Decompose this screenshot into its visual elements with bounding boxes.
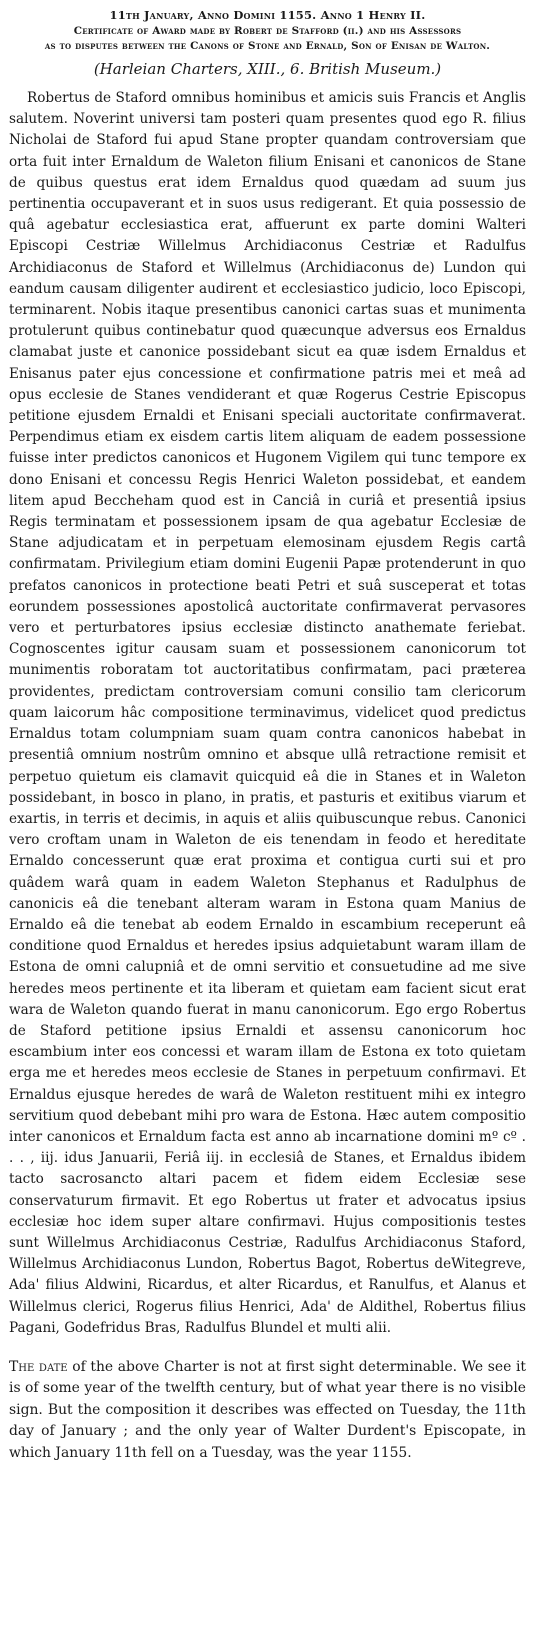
date-note-lead: The date bbox=[9, 1358, 68, 1375]
source-citation: (Harleian Charters, XIII., 6. British Museum.) bbox=[93, 60, 442, 78]
date-note-text: of the above Charter is not at first sight determinable. We see it is of some year of the twelfth century, but of what year there is no visible sign. But the composition it describes was effected on Tuesday, the 11th day of January ; and the only year of Walter Durdent's Episcopate, in which January 11th fell on a Tuesday, was the year 1155. bbox=[9, 1358, 526, 1461]
date-note bbox=[9, 1357, 526, 1465]
header-date-line: 11th January, Anno Domini 1155. Anno 1 Henry II. bbox=[109, 8, 426, 22]
header-title-line-1: Certificate of Award made by Robert de Stafford (ii.) and his Assessors bbox=[73, 25, 462, 37]
date-note-paragraph bbox=[9, 1357, 526, 1465]
header-title-line-2: as to disputes between the Canons of Stone and Ernald, Son of Enisan de Walton. bbox=[44, 40, 491, 52]
charter-paragraph: Robertus de Staford omnibus hominibus et amicis suis Francis et Anglis salutem. Noverint universi tam posteri quam presentes quod ego R. filius Nicholai de Staford fui apud Stane propter quandam controversiam que orta fuit inter Ernaldum de Waleton filium Enisani et canonicos de Stane de quibus questus erat idem Ernaldus quod quædam ad suum jus pertinentia occupaverant et in suos usus redigerant. Et quia possessio de quâ agebatur ecclesiastica erat, affuerunt ex parte domini Walteri Episcopi Cestriæ Willelmus Archidiaconus Cestriæ et Radulfus Archidiaconus de Staford et Willelmus (Archidiaconus de) Lundon qui eandum causam diligenter audirent et ecclesiastico judicio, loco Episcopi, terminarent. Nobis itaque presentibus canonici cartas suas et munimenta protulerunt quibus continebatur quod quæcunque adversus eos Ernaldus clamabat juste et canonice possidebant sicut ea quæ isdem Ernaldus et Enisanus pater ejus concessione et confirmatione patris mei et meâ ad opus ecclesie de Stanes vendiderant et quæ Rogerus Cestrie Episcopus petitione ejusdem Ernaldi et Enisani speciali auctoritate confirmaverat. Perpendimus etiam ex eisdem cartis litem aliquam de eadem possessione fuisse inter predictos canonicos et Hugonem Vigilem qui tunc tempore ex dono Enisani et concessu Regis Henrici Waleton possidebat, et eandem litem apud Beccheham quod est in Canciâ in curiâ et presentiâ ipsius Regis terminatam et possessionem ipsam de qua agebatur Ecclesiæ de Stane adjudicatam et in perpetuam elemosinam ejusdem Regis cartâ confirmatam. Privilegium etiam domini Eugenii Papæ protenderunt in quo prefatos canonicos in protectione beati Petri et suâ susceperat et totas eorundem possessiones apostolicâ auctoritate confirmaverat pervasores vero et perturbatores ipsius ecclesiæ distincto anathemate feriebat. Cognoscentes igitur causam suam et possessionem canonicorum tot munimentis roboratam tot auctoritatibus confirmatam, paci præterea providentes, predictam controversiam comuni consilio tam clericorum quam laicorum hâc compositione terminavimus, videlicet quod predictus Ernaldus totam columpniam suam quam contra canonicos habebat in presentiâ omnium nostrûm omnino et absque ullâ retractione remisit et perpetuo quietum eis clamavit quicquid eâ die in Stanes et in Waleton possidebant, in bosco in plano, in pratis, et pasturis et exitibus viarum et exartis, in terris et decimis, in aquis et aliis quibuscunque rebus. Canonici vero croftam unam in Waleton de eis tenendam in feodo et hereditate Ernaldo concesserunt quæ erat proxima et contigua curti sui et pro quâdem warâ quam in eadem Waleton Stephanus et Radulphus de canonicis eâ die tenebant alteram waram in Estona quam Manius de Ernaldo eâ die tenebat ab eodem Ernaldo in escambium receperunt eâ conditione quod Ernaldus et heredes ipsius adquietabunt waram illam de Estona de omni calupniâ et de omni servitio et consuetudine ad me sive heredes meos pertinente et ita liberam et quietam eam facient sicut erat wara de Waleton quando fuerat in manu canonicorum. Ego ergo Robertus de Staford petitione ipsius Ernaldi et assensu canonicorum hoc escambium inter eos concessi et waram illam de Estona ex toto quietam erga me et heredes meos ecclesie de Stanes in perpetuum confirmavi. Et Ernaldus ejusque heredes de warâ de Waleton restituent mihi ex integro servitium quod debebant mihi pro wara de Estona. Hæc autem compositio inter canonicos et Ernaldum facta est anno ab incarnatione domini mº cº . . . , iij. idus Januarii, Feriâ iij. in ecclesiâ de Stanes, et Ernaldus ibidem tacto sacrosancto altari pacem et fidem eidem Ecclesiæ sese conservaturum firmavit. Et ego Robertus ut frater et advocatus ipsius ecclesiæ hoc idem super altare confirmavi. Hujus compositionis testes sunt Willelmus Archidiaconus Cestriæ, Radulfus Archidiaconus Staford, Willelmus Archidiaconus Lundon, Robertus Bagot, Robertus deWitegreve, Ada' filius Aldwini, Ricardus, et alter Ricardus, et Ranulfus, et Alanus et Willelmus clerici, Rogerus filius Henrici, Ada' de Aldithel, Robertus filius Pagani, Godefridus Bras, Radulfus Blundel et multi alii. bbox=[9, 90, 526, 1336]
charter-text bbox=[9, 88, 526, 1339]
